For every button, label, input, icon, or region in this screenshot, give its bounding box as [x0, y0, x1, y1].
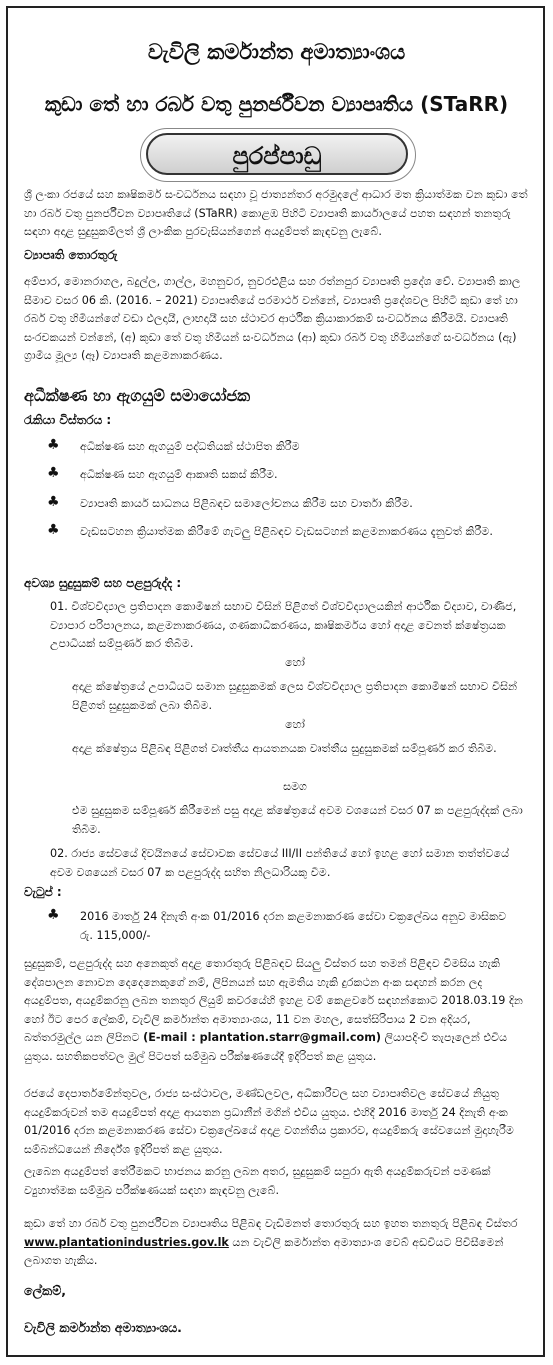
salary-text: 2016 මාර්තු 24 දිනැති අංක 01/2016 දරන කළමනාකරණ සේවා චක්‍රලේඛය අනුව මාසිකව රු. 115,000/-	[80, 910, 507, 942]
qualification-1c: අදාළ ක්ෂේත්‍රය පිළිබඳ පිළිගත් වෘත්තීය ආයතනයක වෘත්තීය සුදුසුකමක් සම්පූර්ණ කර තිබීම.	[72, 742, 497, 755]
project-info-heading: ව්‍යාපෘති තොරතුරු	[24, 248, 118, 262]
salary-heading: වැටුප් :	[24, 885, 62, 899]
and-separator: සමග	[283, 780, 307, 793]
signature-title: ලේකම්,	[24, 1283, 66, 1298]
duty-item: අධීක්ෂණ සහ ඇගයුම් ආකෘති සකස් කිරීම.	[80, 468, 278, 481]
qualifications-heading: අවශ්‍ය සුදුසුකම් සහ පළපුරුද්ද :	[24, 576, 182, 590]
qualification-2: 02. රාජ්‍ය සේවයේ දිවයිනයේ සේවාවක සේවයේ III/II පන්තියේ හෝ ඉහළ හෝ සමාන තත්ත්වයේ අවම වශයෙන් වසර 07 ක පළපුරුද්ද සහිත නිලධාරියකු වීම.	[50, 847, 510, 879]
qualification-1: 01. විශ්වවිද්‍යාල ප්‍රතිපාදන කොමිෂන් සභාව විසින් පිළිගත් විශ්වවිද්‍යාලයකින් ආර්ථික විද්‍යාව, වාණිජ, ව්‍යාපාර පරිපාලනය, කළමනාකරණය, ගණකාධිකරණය, කෘෂිකර්මය හෝ අදාළ වෙනත් ක්ෂේත්‍රයක උපාධියක් සම්පූර්ණ කර තිබීම.	[50, 600, 517, 650]
qualification-1b: අදාළ ක්ෂේත්‍රයේ උපාධියට සමාන සුදුසුකමක් ලෙස විශ්වවිද්‍යාල ප්‍රතිපාදන කොමිෂන් සභාව විසින් පිළිගත් සුදුසුකමක් ලබා තිබීම.	[72, 680, 518, 712]
vacancies-badge: පුරප්පාඩු	[146, 133, 408, 175]
project-title: කුඩා තේ හා රබර් වතු පුනර්ජීවන ව්‍යාපෘතිය (STaRR)	[44, 92, 509, 116]
ministry-title: වැවිලි කර්මාන්ත අමාත්‍යාංශය	[147, 40, 406, 64]
or-separator: හෝ	[285, 656, 305, 669]
government-employees-paragraph: රජයේ දෙපාර්තමේන්තුවල, රාජ්‍ය සංස්ථාවල, මණ්ඩලවල, අධිකාරීවල සහ ව්‍යාපෘතිවල සේවයේ නියුතු අයදුම්කරුවන් තම අයදුම්පත් අදාළ ආයතන ප්‍රධානීන් මගින් එවිය යුතුය. එහිදී 2016 මාර්තු 24 දිනැති අංක 01/2016 දරන කළමනාකරණ සේවා චක්‍රලේඛයේ අදාළ වගන්තිය ප්‍රකාරව, අයදුම්කරු සේවයෙන් මුදාහැරීම සම්බන්ධයෙන් නිර්දේශ ඉදිරිපත් කළ යුතුය.	[24, 1087, 514, 1156]
position-title: අධීක්ෂණ හා ඇගයුම් සමායෝජක	[24, 386, 251, 405]
club-bullet-icon: ♣	[47, 494, 60, 510]
selection-note: ලැබෙන අයදුම්පත් තේරීමකට භාජනය කරනු ලබන අතර, සුදුසුකම් සපුරා ඇති අයදුම්කරුවන් පමණක් ව්‍යුහාත්මක සම්මුඛ පරීක්ෂණයක් සඳහා කැඳවනු ලැබේ.	[24, 1165, 491, 1197]
club-bullet-icon: ♣	[47, 465, 60, 481]
application-paragraph	[24, 955, 530, 1066]
application-text: සුදුසුකම්, පළපුරුද්ද සහ අනෙකුත් අදාළ තොරතුරු පිළිබඳව සියලු විස්තර සහ තමන් පිළිඳව විමසිය හැකි දේශපාලන නොවන දෙදෙනෙකුගේ නම්, ලිපිනයන් සහ ඇමතිය හැකි දුරකථන අංක සඳහන් කරන ලද අයදුම්පත, අයදුම්කරනු ලබන තනතුර ලියුම් කවරයේහි ඉහළ වම් කෙළවරේ සඳහන්කොට 2018.03.19 දින හෝ ඊට පෙර ලේකම්, වැවිලි කර්මාන්ත අමාත්‍යාංශය, 11 වන මහල, සෙත්සිරිපාය 2 වන අදියර, බත්තරමුල්ල යන ලිපිනට	[24, 957, 524, 1044]
signature-org: වැවිලි කර්මාන්ත අමාත්‍යාංශය.	[24, 1320, 182, 1335]
website-paragraph	[24, 1215, 530, 1271]
intro-paragraph: ශ්‍රී ලංකා රජයේ සහ කෘෂිකර්ම සංවර්ධනය සඳහා වූ ජාත්‍යන්තර අරමුදලේ ආධාර මත ක්‍රියාත්මක වන කුඩා තේ හා රබර් වතු පුනර්ජීවන ව්‍යාපෘතියේ (STaRR) කොළඹ පිහිටි ව්‍යාපෘති කාර්යාලයේ පහත සඳහන් තනතුරු සඳහා අදාළ සුදුසුකම්ලත් ශ්‍රී ලාංකික පුරවැසියන්ගෙන් අයදුම්පත් කැඳවනු ලැබේ.	[24, 188, 528, 238]
club-bullet-icon: ♣	[47, 437, 60, 453]
email-address: (E-mail : plantation.starr@gmail.com)	[143, 1031, 381, 1044]
project-info-text: අම්පාර, මොනරාගල, බදුල්ල, ගාල්ල, මහනුවර, නුවරඑළිය සහ රත්නපුර ව්‍යාපෘති ප්‍රදේශ වේ. ව්‍යාපෘති කාල සීමාව වසර 06 කි. (2016. – 2021) ව්‍යාපෘතියේ පරමාර්ථ වන්නේ, ව්‍යාපෘති ප්‍රදේශවල පිහිටි කුඩා තේ හා රබර් වතු හිමියන්ගේ වඩා ඵලදායී, ලාභදායී සහ ස්ථාවර ආර්ථික ක්‍රියාකාරකම් සංවර්ධනය කිරීමයි. ව්‍යාපෘති සංරචකයන් වන්නේ, (අ) කුඩා තේ වතු හිමියන් සංවර්ධනය (ආ) කුඩා රබර් වතු හිමියන්ගේ සංවර්ධනය (ඇ) ග්‍රාමීය මූල්‍ය (ඈ) ව්‍යාපෘති කළමනාකරණය.	[24, 275, 521, 362]
duty-item: වැඩසටහන ක්‍රියාත්මක කිරීමේ ගැටලු පිළිබඳව වැඩසටහන් කළමනාකරණය දැනුවත් කිරීම.	[80, 525, 493, 538]
website-post-text: යන වැවිලි කර්මාන්ත අමාත්‍යාංශ වෙබ් අඩවියට පිවිසීමෙන් ලබාගත හැකිය.	[24, 1235, 504, 1267]
duty-item: අධීක්ෂණ සහ ඇගයුම් පද්ධතියක් ස්ථාපිත කිරීම	[80, 440, 300, 453]
job-description-heading: රැකියා විස්තරය :	[24, 413, 112, 427]
or-separator: හෝ	[285, 718, 305, 731]
club-bullet-icon: ♣	[47, 522, 60, 538]
club-bullet-icon: ♣	[47, 907, 60, 923]
duty-item: ව්‍යාපෘති කාර්ය සාධනය පිළිබඳව සමාලෝචනය කිරීම සහ වාර්තා කිරීම.	[80, 497, 413, 510]
website-pre-text: කුඩා තේ හා රබර් වතු පුනර්ජීවන ව්‍යාපෘතිය පිළිබඳ වැඩිමනත් තොරතුරු සහ ඉහත තනතුරු පිළිබඳ විස්තර	[24, 1217, 518, 1230]
qualification-1d: එම සුදුසුකම සම්පූර්ණ කිරීමෙන් පසු අදාළ ක්ෂේත්‍රයේ අවම වශයෙන් වසර 07 ක පළපුරුද්දක් ලබා තිබීම.	[72, 804, 523, 836]
website-link[interactable]: www.plantationindustries.gov.lk	[24, 1235, 229, 1249]
application-end-text: ලියාපදිංචි තැපෑලෙන් එවිය යුතුය. සහතිකපත්වල මුල් පිටපත් සම්මුඛ පරීක්ෂණයේදී ඉදිරිපත් කළ යුතුය.	[24, 1031, 508, 1063]
